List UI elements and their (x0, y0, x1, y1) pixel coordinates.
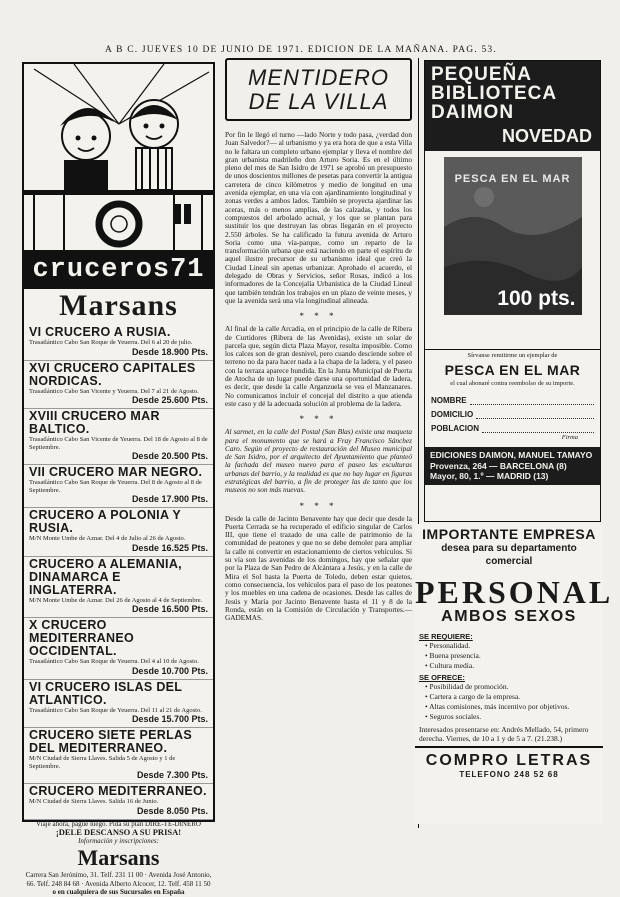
cruise-item: VI CRUCERO ISLAS DEL ATLANTICO. Trasatlántico Cabo San Roque de Yeuerra. Del 11 al 21 de Agosto. Desde 15.700 Pts. (24, 680, 213, 729)
slogan-3: Información y inscripciones: (78, 836, 159, 845)
daimon-book-ad (424, 60, 601, 350)
article-paragraph: Por fin le llegó el turno —lado Norte y todo pasa, ¿verdad don Juan Salvedor?— al urbanismo y ya era hora de que a esta Villa no le faltara un completo urbano ejemplar y lleva el nombre del gran urbanista madrileño don Arturo Soria. Es en el último pleno del mes de San Isidro de 1971 se aprobó un presupuesto de unos doscientos millones de pesetas para convertir la antigua carretera de cinco kilómetros y medio de longitud en una avenida ejemplar, en una vía con ajardinamiento longitudinal y zonas verdes a ambos lados. También se proyecta ajardinar las aceras, más o menos amplias, de las calzadas, y todos los compuestos del arbolado actual, y los que se plantan para sustituir los que destruyan las obras llegarán en el proyecto 2.550 árboles. Se ha calificado la futura avenida de Arturo Soria como una vía-parque, como un reparto de la transformación urbana que está naciendo en parte el espíritu de aquel ilustre precursor de su urbanismo ideal que creó la Ciudad Lineal sin apenas urbanizar. Aprobado el acuerdo, el delegado de Obras y Servicios, señor Rosas, indicó a los informadores de la Concejalía Urbanística de la Ciudad Lineal que también tendrán los trabajos en un plazo de veinte meses, y que la avenida será una vía longitudinal alineada. (225, 130, 412, 305)
offer-item: • Seguros sociales. (425, 712, 482, 721)
cruise-item: VI CRUCERO A RUSIA. Trasatlántico Cabo San Roque de Yeuerra. Del 6 al 20 de julio. Desde 18.900 Pts. (24, 325, 213, 361)
article-paragraph: Al sarmet, en la calle del Postal (San Blas) existe una maqueta para el monumento que se hará a Fray Francisco Sánchez Caro. Según el proyecto de restauración del Museo municipal de San Isidro, por el arquitecto del Ayuntamiento que planteó la fachada del museo nuevo para el paseo las esculturas urbanas del barrio, y la realidad es que no hay lugar en figuras estratégicas del barrio, a fin de proteger las de tanto que los museos no son más nuevas. (225, 427, 412, 495)
compro-letras-heading: COMPRO LETRAS (425, 752, 593, 769)
job-ad-heading: IMPORTANTE EMPRESA (422, 526, 596, 542)
cruise-item: CRUCERO A POLONIA Y RUSIA. M/N Monte Umbe de Aznar. Del 4 de Julio al 26 de Agosto. Desde 16.525 Pts. (24, 508, 213, 557)
article-title: MENTIDERO DE LA VILLA (225, 58, 412, 121)
cruise-item: CRUCERO SIETE PERLAS DEL MEDITERRANEO. M/N Ciudad de Sierra Llaves. Salida 5 de Agosto y 1 de Septiembre. Desde 7.300 Pts. (24, 728, 213, 784)
name-field[interactable]: NOMBRE (425, 392, 600, 406)
slogan-2: ¡DELE DESCANSO A SU PRISA! (55, 827, 182, 837)
job-ad-contact: Interesados presentarse en: Andrés Mellado, 54, primero derecha. Viernes, de 10 a 1 y de 5 a 7. (21.238.) (415, 722, 603, 748)
page-header: A B C. JUEVES 10 DE JUNIO DE 1971. EDICION DE LA MAÑANA. PAG. 53. (105, 45, 497, 55)
job-ad-department: comercial (485, 556, 533, 567)
cruceros-banner: cruceros71 (24, 252, 213, 289)
offer-item: • Altas comisiones, más incentivo por objetivos. (425, 702, 570, 711)
town-field[interactable]: POBLACION (425, 420, 600, 434)
coupon-hint: Sírvanse remitirme un ejemplar de (467, 352, 558, 359)
book-price: 100 pts. (497, 287, 576, 310)
office-addresses: Carrera San Jerónimo, 31. Telf. 231 11 00 · Avenida José Antonio, 66. Telf. 248 84 68 · Avenida Alberto Alcocer, 12. Telf. 458 11 50 (25, 871, 212, 888)
requirement-item: • Buena presencia. (425, 651, 481, 660)
book-cover-title: PESCA EN EL MAR (454, 173, 571, 185)
branches-footer: o en cualquiera de sus Sucursales en España (52, 888, 185, 896)
slogan-1: Viaje ahora, pague luego. Pida su plan DIRE-TE-DINERO (35, 819, 201, 828)
cruise-item: CRUCERO A ALEMANIA, DINAMARCA E INGLATERRA. M/N Monte Umbe de Aznar. Del 26 de Agosto al 4 de Septiembre. Desde 16.500 Pts. (24, 557, 213, 619)
job-ad-subheading: desea para su departamento (441, 543, 577, 554)
marsans-logo-footer: Marsans (77, 845, 160, 870)
job-ad (415, 524, 614, 824)
marsans-ad (22, 62, 215, 896)
coupon-title: PESCA EN EL MAR (444, 362, 581, 378)
address-field[interactable]: DOMICILIO (425, 406, 600, 420)
compro-letras-phone: TELEFONO 248 52 68 (459, 770, 559, 779)
couple-illustration (24, 64, 213, 252)
offer-item: • Cartera a cargo de la empresa. (425, 692, 521, 701)
signature-label: Firma (561, 434, 578, 441)
article-paragraph: Al final de la calle Arcadia, en el principio de la calle de Ribera de Curtidores (Ribera de las Avenidas), existe un solar de parcela que, según dicta Plaza Mayor, resulta imposible. Como los calces son de gran desnivel, pero cuando desciende sobre el terreno no da para hacer nada a la chapa de la ladera, y el paseo con la terraza aparece hundida. En la Junta Municipal de Puerta de Atocha de un lugar puede darse una oportunidad de ladera, es decir, que desde la calle Arganzuela se vea el Manzanares. No comunicamos incluir el concejal del distrito a que atienda este caso y dé la adecuada solución al problema de la ladera. (225, 324, 412, 408)
cruise-item: XVI CRUCERO CAPITALES NORDICAS. Trasatlántico Cabo San Vicente y Yeuerra. Del 7 al 21 de Agosto. Desde 25.600 Pts. (24, 361, 213, 410)
cruise-item: XVIII CRUCERO MAR BALTICO. Trasatlántico Cabo San Vicente de Yeuerra. Del 18 de Agosto al 8 de Septiembre. Desde 20.500 Pts. (24, 409, 213, 465)
offers-label: SE OFRECE: (419, 673, 465, 682)
mentidero-article (225, 58, 412, 828)
offer-item: • Posibilidad de promoción. (425, 682, 509, 691)
requirement-item: • Cultura media. (425, 661, 475, 670)
separator: * * * (299, 311, 338, 322)
cruise-list (24, 325, 213, 820)
coupon-subtitle: el cual abonaré contra reembolso de su importe. (450, 380, 575, 387)
cruise-item: X CRUCERO MEDITERRANEO OCCIDENTAL. Trasatlántico Cabo San Roque de Yeuerra. Del 4 al 10 de Agosto. Desde 10.700 Pts. (24, 618, 213, 680)
cruise-item: VII CRUCERO MAR NEGRO. Trasatlántico Cabo San Roque de Yeuerra. Del 8 de Agosto al 8 de Septiembre. Desde 17.900 Pts. (24, 465, 213, 508)
marsans-logo: Marsans (59, 289, 178, 322)
separator: * * * (299, 500, 338, 511)
requirement-item: • Personalidad. (425, 641, 471, 650)
requirements-label: SE REQUIERE: (419, 632, 473, 641)
order-coupon (424, 350, 601, 522)
article-paragraph: Desde la calle de Jacinto Benavente hay que decir que desde la Puerta Cerrada se ha recuperado el edificio singular de Carlos III, que tiene el trazado de una calle de patrimonio de la comunidad de peatones y que no se debe demoler para ampliar la calle ni convertir en estacionamiento de ciertos vehículos. Si su vía son las avenidas de los domingos, hay que señalar que por la Plaza de San Pedro de Alcántara a Jesús, y en la calle de Mira el Sol hasta la Puerta de Toledo, deben estar quietos, como consecuencia, los vehículos para el paso de los peatones y los muebles en una cadena de ocasiones. Desde las calles de Jesús y María por Jacinto Benavente hasta el 11 y 8 de la Ronda, están en la Comisión de Circulación y Transportes.— GADEMAS. (225, 513, 412, 623)
novedad-label: NOVEDAD (425, 126, 600, 151)
publisher-block: EDICIONES DAIMON, MANUEL TAMAYO Provenza, 264 — BARCELONA (8) Mayor, 80, 1.º — MADRID (13) (425, 447, 600, 485)
book-ad-heading: PEQUEÑA BIBLIOTECA DAIMON (425, 61, 600, 126)
separator: * * * (299, 414, 338, 425)
job-ad-sexes: AMBOS SEXOS (441, 608, 577, 625)
job-ad-personal: PERSONAL (415, 574, 614, 610)
cruise-item: CRUCERO MEDITERRANEO. M/N Ciudad de Sierra Llaves. Salida 16 de Junio. Desde 8.050 Pts. (24, 784, 213, 820)
book-cover (444, 157, 582, 315)
